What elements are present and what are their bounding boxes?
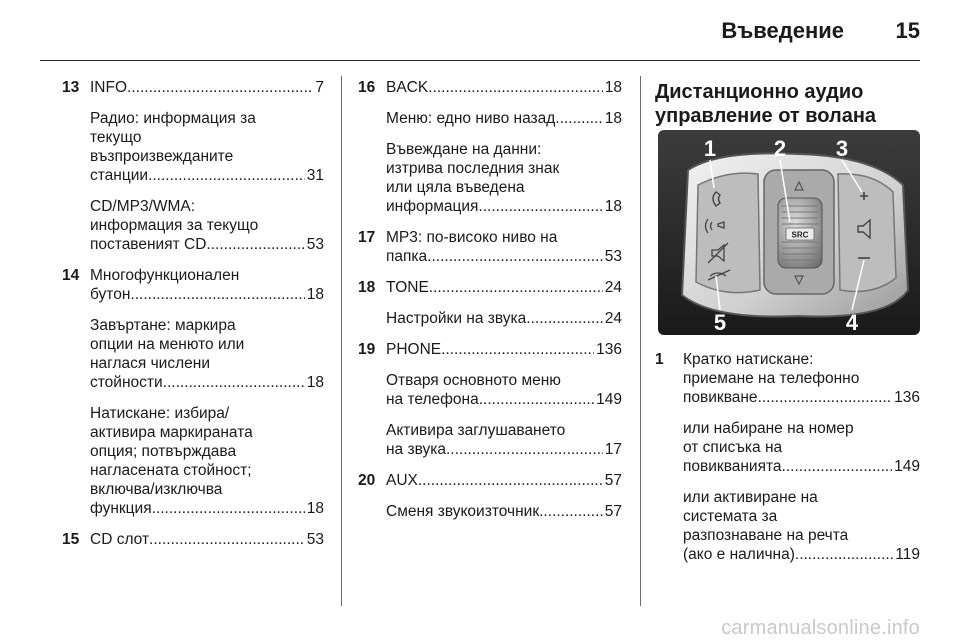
page-reference: 149	[894, 458, 920, 475]
toc-entry	[90, 285, 324, 304]
block-spacer	[90, 97, 324, 109]
toc-entry	[683, 388, 920, 407]
toc-text: станции	[90, 167, 149, 184]
toc-text: INFO	[90, 79, 128, 96]
page-reference: 57	[604, 472, 622, 489]
text-line: Завъртане: маркира	[90, 317, 236, 334]
section-heading-line: Дистанционно аудио	[655, 81, 864, 103]
page-reference: 24	[604, 279, 622, 296]
toc-text: Меню: едно ниво назад	[386, 110, 556, 127]
block-spacer	[386, 490, 622, 502]
text-line: възпроизвежданите	[90, 148, 234, 165]
steering-wheel-controls-photo	[658, 130, 920, 335]
text-line: нагласената стойност;	[90, 462, 252, 479]
toc-text: на звука	[386, 441, 446, 458]
text-line: активира маркираната	[90, 424, 253, 441]
toc-entry	[386, 78, 622, 97]
left-column	[62, 78, 324, 549]
text-line: системата за	[683, 508, 778, 525]
page-reference: 31	[306, 167, 324, 184]
dot-leader	[526, 309, 602, 328]
toc-text: Сменя звукоизточник	[386, 503, 540, 520]
block-spacer	[90, 185, 324, 197]
dot-leader	[427, 247, 603, 266]
text-line: приемане на телефонно	[683, 370, 860, 387]
text-line: опция; потвърждава	[90, 443, 237, 460]
dot-leader	[127, 78, 313, 97]
page-title: Въведение	[721, 18, 844, 43]
item-number: 13	[62, 79, 80, 96]
callout-2: 2	[773, 136, 787, 161]
toc-text: BACK	[386, 79, 429, 96]
item-number: 18	[358, 279, 376, 296]
dot-leader	[429, 278, 603, 297]
callout-5: 5	[713, 310, 727, 335]
dot-leader	[758, 388, 893, 407]
toc-entry	[386, 247, 622, 266]
page-reference: 53	[306, 236, 324, 253]
list-item	[62, 266, 324, 518]
page-reference: 149	[596, 391, 622, 408]
list-item	[62, 530, 324, 549]
text-line: Въвеждане на данни:	[386, 141, 542, 158]
item-number: 20	[358, 472, 376, 489]
toc-entry	[90, 166, 324, 185]
toc-entry	[386, 340, 622, 359]
page-reference: 53	[306, 531, 324, 548]
page-reference: 18	[306, 500, 324, 517]
toc-text: информация	[386, 198, 479, 215]
page-header	[0, 0, 960, 62]
text-line: Кратко натискане:	[683, 351, 814, 368]
dot-leader	[130, 285, 304, 304]
list-item	[358, 228, 622, 266]
text-line: Натискане: избира/	[90, 405, 230, 422]
dot-leader	[479, 390, 594, 409]
page-reference: 57	[604, 503, 622, 520]
section-heading-line: управление от волана	[655, 105, 877, 127]
text-line: CD/MP3/WMA:	[90, 198, 196, 215]
toc-entry	[90, 530, 324, 549]
text-line: текущо	[90, 129, 142, 146]
toc-entry	[683, 545, 920, 564]
page-reference: 18	[306, 374, 324, 391]
list-item	[62, 78, 324, 254]
text-line: включва/изключва	[90, 481, 223, 498]
block-spacer	[386, 359, 622, 371]
block-spacer	[90, 304, 324, 316]
text-line: или активиране на	[683, 489, 818, 506]
column-divider-left	[341, 76, 342, 606]
toc-text: AUX	[386, 472, 418, 489]
toc-text: поставеният CD	[90, 236, 207, 253]
toc-text: на телефона	[386, 391, 479, 408]
callout-1: 1	[703, 136, 717, 161]
dot-leader	[441, 340, 594, 359]
item-number: 1	[655, 351, 664, 368]
text-line: информация за текущо	[90, 217, 259, 234]
toc-entry	[386, 309, 622, 328]
toc-text: функция	[90, 500, 152, 517]
right-column-list	[655, 350, 920, 564]
text-line: разпознаване на речта	[683, 527, 849, 544]
dot-leader	[539, 502, 603, 521]
toc-text: Настройки на звука	[386, 310, 527, 327]
toc-text: PHONE	[386, 341, 442, 358]
dot-leader	[795, 545, 893, 564]
page-reference: 7	[315, 79, 324, 96]
text-line: изтрива последния знак	[386, 160, 560, 177]
text-line: MP3: по-високо ниво на	[386, 229, 558, 246]
page-reference: 136	[894, 389, 920, 406]
middle-column	[358, 78, 622, 521]
page-reference: 24	[604, 310, 622, 327]
block-spacer	[386, 409, 622, 421]
dot-leader	[152, 499, 305, 518]
page-reference: 18	[604, 110, 622, 127]
dot-leader	[478, 197, 602, 216]
block-spacer	[386, 297, 622, 309]
dot-leader	[428, 78, 603, 97]
toc-entry	[90, 499, 324, 518]
callout-4: 4	[845, 310, 859, 335]
toc-entry	[90, 235, 324, 254]
list-item	[358, 278, 622, 328]
item-number: 16	[358, 79, 376, 96]
text-line: опции на менюто или	[90, 336, 245, 353]
text-line: Многофункционален	[90, 267, 240, 284]
dot-leader	[206, 235, 304, 254]
list-item	[358, 78, 622, 216]
toc-text: бутон	[90, 286, 131, 303]
text-line: Отваря основното меню	[386, 372, 561, 389]
toc-entry	[386, 440, 622, 459]
page-number: 15	[895, 18, 920, 43]
block-spacer	[683, 407, 920, 419]
toc-text: CD слот	[90, 531, 150, 548]
toc-entry	[386, 109, 622, 128]
toc-entry	[386, 502, 622, 521]
text-line: наглася числени	[90, 355, 210, 372]
watermark: carmanualsonline.info	[721, 617, 920, 639]
block-spacer	[386, 128, 622, 140]
block-spacer	[90, 392, 324, 404]
item-number: 14	[62, 267, 80, 284]
block-spacer	[386, 97, 622, 109]
toc-entry	[90, 373, 324, 392]
toc-entry	[683, 457, 920, 476]
src-label: SRC	[791, 230, 809, 240]
toc-text: повикване	[683, 389, 758, 406]
column-divider-right	[640, 76, 641, 606]
block-spacer	[683, 476, 920, 488]
list-item	[358, 471, 622, 521]
dot-leader	[148, 166, 305, 185]
toc-entry	[386, 197, 622, 216]
text-line: Радио: информация за	[90, 110, 256, 127]
item-number: 19	[358, 341, 376, 358]
toc-text: TONE	[386, 279, 429, 296]
page-reference: 18	[306, 286, 324, 303]
dot-leader	[149, 530, 305, 549]
toc-text: папка	[386, 248, 428, 265]
item-number: 17	[358, 229, 376, 246]
toc-entry	[90, 78, 324, 97]
callout-3: 3	[835, 136, 849, 161]
dot-leader	[163, 373, 305, 392]
dot-leader	[446, 440, 603, 459]
page-reference: 18	[604, 198, 622, 215]
text-line: Активира заглушаването	[386, 422, 566, 439]
toc-entry	[386, 471, 622, 490]
dot-leader	[782, 457, 893, 476]
list-item	[358, 340, 622, 459]
text-line: от списъка на	[683, 439, 783, 456]
list-item	[655, 350, 920, 564]
page-reference: 18	[604, 79, 622, 96]
page-reference: 17	[604, 441, 622, 458]
dot-leader	[555, 109, 602, 128]
text-line: или цяла въведена	[386, 179, 525, 196]
page-reference: 136	[596, 341, 622, 358]
toc-text: стойности	[90, 374, 163, 391]
dot-leader	[418, 471, 603, 490]
toc-text: повикванията	[683, 458, 782, 475]
toc-entry	[386, 390, 622, 409]
toc-text: (ако е налична)	[683, 546, 795, 563]
toc-entry	[386, 278, 622, 297]
steering-wheel-controls-figure	[658, 130, 920, 335]
item-number: 15	[62, 531, 80, 548]
section-heading	[655, 80, 876, 128]
header-rule	[40, 60, 920, 61]
page-reference: 53	[604, 248, 622, 265]
page-reference: 119	[895, 546, 920, 563]
text-line: или набиране на номер	[683, 420, 854, 437]
